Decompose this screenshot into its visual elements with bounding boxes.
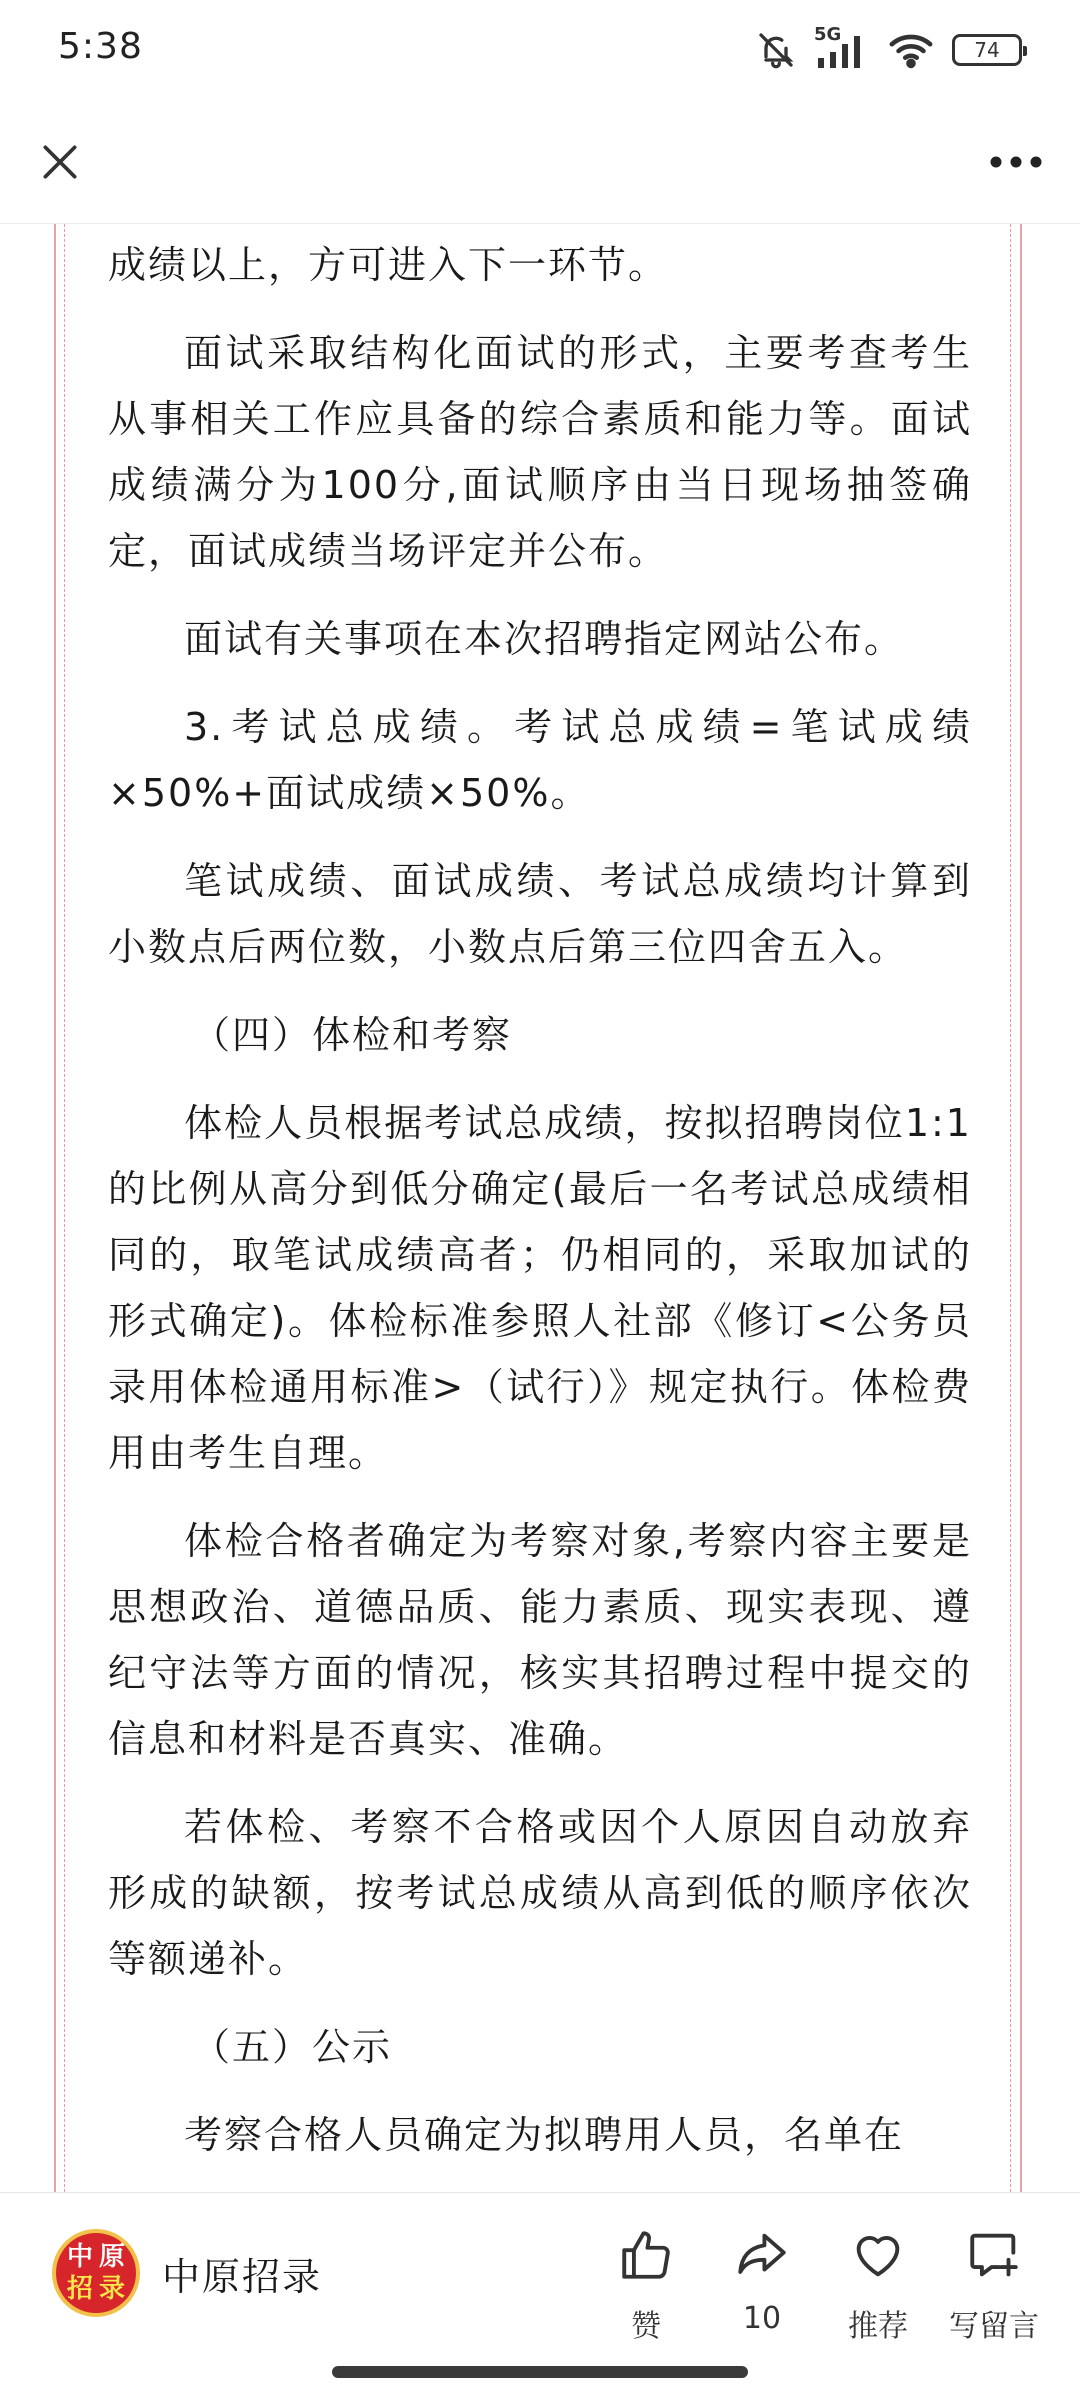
bell-off-icon [756, 30, 796, 70]
paragraph: 体检人员根据考试总成绩，按拟招聘岗位1:1的比例从高分到低分确定(最后一名考试总成绩相同的，取笔试成绩高者；仍相同的，采取加试的形式确定)。体检标准参照人社部《修订<公务员录用体检通用标准>（试行）》规定执行。体检费用由考生自理。 [108, 1101, 972, 1475]
frame-border-left [54, 224, 56, 2192]
frame-border-right-inner [1010, 224, 1011, 2192]
battery-level: 74 [974, 38, 1000, 62]
logo-char: 原 [98, 2242, 125, 2272]
status-icons [756, 24, 1022, 72]
paragraph: 面试有关事项在本次招聘指定网站公布。 [184, 617, 905, 661]
section-heading: （五）公示 [192, 2025, 393, 2069]
comment-button[interactable] [936, 2223, 1052, 2345]
article-text [108, 232, 972, 2190]
battery-icon [952, 34, 1022, 66]
thumbs-up-icon [617, 2226, 675, 2284]
paragraph: 3.考试总成绩。考试总成绩=笔试成绩×50%+面试成绩×50%。 [108, 705, 972, 815]
brand-logo[interactable] [52, 2229, 140, 2317]
wifi-icon [888, 30, 934, 70]
comment-icon [965, 2226, 1023, 2284]
top-nav [0, 100, 1080, 224]
like-button[interactable] [588, 2223, 704, 2345]
like-label: 赞 [631, 2309, 661, 2344]
share-count: 10 [742, 2301, 782, 2336]
logo-char: 中 [66, 2242, 93, 2272]
paragraph: 笔试成绩、面试成绩、考试总成绩均计算到小数点后两位数，小数点后第三位四舍五入。 [108, 859, 972, 969]
frame-border-right [1020, 224, 1022, 2192]
logo-char: 招 [66, 2274, 93, 2304]
account-name[interactable]: 中原招录 [162, 2254, 323, 2299]
share-icon [733, 2226, 791, 2284]
paragraph: 若体检、考察不合格或因个人原因自动放弃形成的缺额，按考试总成绩从高到低的顺序依次等额递补。 [108, 1805, 972, 1981]
share-button[interactable] [704, 2223, 820, 2345]
heart-icon [849, 2226, 907, 2284]
home-indicator[interactable] [332, 2366, 748, 2378]
comment-label: 写留言 [949, 2309, 1039, 2344]
paragraph: 面试采取结构化面试的形式，主要考查考生从事相关工作应具备的综合素质和能力等。面试成绩满分为100分,面试顺序由当日现场抽签确定，面试成绩当场评定并公布。 [108, 331, 972, 573]
recommend-button[interactable] [820, 2223, 936, 2345]
paragraph: 考察合格人员确定为拟聘用人员，名单在 [184, 2113, 905, 2157]
paragraph: 成绩以上，方可进入下一环节。 [108, 243, 669, 287]
more-button[interactable] [978, 130, 1054, 194]
section-heading: （四）体检和考察 [192, 1013, 513, 1057]
action-bar [588, 2223, 1052, 2345]
close-button[interactable] [28, 130, 92, 194]
article-content[interactable] [0, 224, 1080, 2192]
paragraph: 体检合格者确定为考察对象,考察内容主要是思想政治、道德品质、能力素质、现实表现、遵纪守法等方面的情况，核实其招聘过程中提交的信息和材料是否真实、准确。 [108, 1519, 972, 1761]
recommend-label: 推荐 [848, 2309, 908, 2344]
status-time: 5:38 [58, 26, 143, 67]
signal-icon [814, 24, 870, 70]
account-brand[interactable] [52, 2229, 322, 2317]
status-bar [0, 0, 1080, 100]
network-label: 5G [814, 24, 842, 45]
close-icon [38, 140, 82, 184]
logo-char: 录 [98, 2274, 125, 2304]
frame-border-left-inner [64, 224, 65, 2192]
more-icon [989, 155, 1043, 169]
